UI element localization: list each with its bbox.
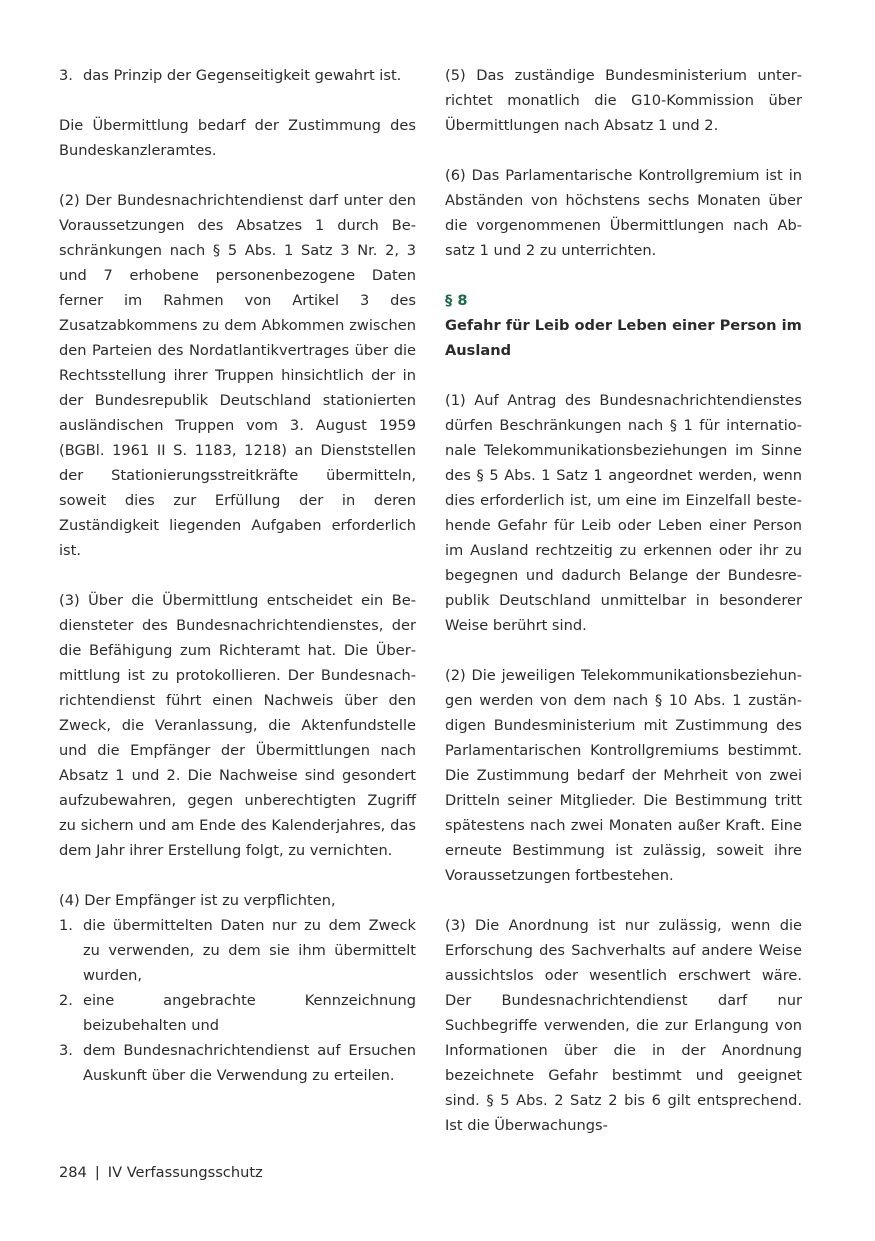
paragraph: (3) Die Anordnung ist nur zulässig, wenn die Erforschung des Sachverhalts auf andere Weise aussichtslos oder wesentlich erschwert wäre. Der Bundesnachrichtendienst darf nur Suchbegriffe verwenden, die zur Erlangung von Informationen über die in der Anordnung bezeichnete Gefahr bestimmt und geeignet sind. § 5 Abs. 2 Satz 2 bis 6 gilt entsprechend. Ist die Überwachungs-	[445, 917, 802, 1134]
paragraph: Die Übermittlung bedarf der Zustimmung des Bundeskanzleramtes.	[59, 117, 416, 159]
obligations-list	[59, 913, 416, 1088]
section-number: § 8	[445, 292, 468, 309]
list-item	[59, 1038, 416, 1088]
list-item-number: 3.	[59, 1042, 73, 1059]
list-item-text: das Prinzip der Gegenseitigkeit gewahrt ist.	[83, 67, 402, 84]
left-column	[59, 63, 416, 1088]
paragraph: (2) Die jeweiligen Telekommunikationsbeziehungen werden von dem nach § 10 Abs. 1 zuständigen Bundesministerium mit Zustimmung des Parlamentarischen Kontrollgremiums bestimmt. Die Zustimmung bedarf der Mehrheit von zwei Dritteln seiner Mitglieder. Die Bestimmung tritt spätestens nach zwei Monaten außer Kraft. Eine erneute Bestimmung ist zulässig, soweit ihre Voraussetzungen fortbestehen.	[445, 667, 802, 884]
list-item	[59, 988, 416, 1038]
list-item-number: 1.	[59, 917, 73, 934]
paragraph: (1) Auf Antrag des Bundesnachrichtendienstes dürfen Beschränkungen nach § 1 für internationale Telekommunikationsbeziehungen im Sinne des § 5 Abs. 1 Satz 1 angeordnet werden, wenn dies erforderlich ist, um eine im Einzelfall bestehende Gefahr für Leib oder Leben einer Person im Ausland rechtzeitig zu erkennen oder ihr zu begegnen und dadurch Belange der Bundesrepublik Deutschland unmittelbar in besonderer Weise berührt sind.	[445, 392, 802, 634]
list-item-number: 2.	[59, 992, 73, 1009]
paragraph: (4) Der Empfänger ist zu verpflichten,	[59, 892, 336, 909]
page-number: 284	[59, 1164, 87, 1181]
list-item	[59, 63, 416, 88]
list-item-number: 3.	[59, 67, 73, 84]
right-column	[445, 63, 802, 1138]
paragraph: (3) Über die Übermittlung entscheidet ein Bediensteter des Bundesnachrichtendienstes, der die Befähigung zum Richteramt hat. Die Übermittlung ist zu protokollieren. Der Bundesnachrichtendienst führt einen Nachweis über den Zweck, die Veranlassung, die Aktenfundstelle und die Empfänger der Übermittlungen nach Absatz 1 und 2. Die Nachweise sind gesondert aufzubewahren, gegen unberechtigten Zugriff zu sichern und am Ende des Kalenderjahres, das dem Jahr ihrer Erstellung folgt, zu vernichten.	[59, 592, 416, 859]
page-footer	[59, 1160, 263, 1185]
paragraph: (5) Das zuständige Bundesministerium unterrichtet monatlich die G10-Kommission über Übermittlungen nach Absatz 1 und 2.	[445, 67, 802, 134]
list-item	[59, 913, 416, 988]
list-item-text: dem Bundesnachrichtendienst auf Ersuchen Auskunft über die Verwendung zu erteilen.	[83, 1042, 416, 1084]
section-title: Gefahr für Leib oder Leben einer Person im Ausland	[445, 317, 802, 359]
paragraph: (2) Der Bundesnachrichtendienst darf unter den Voraussetzungen des Absatzes 1 durch Beschränkungen nach § 5 Abs. 1 Satz 3 Nr. 2, 3 und 7 erhobene personenbezogene Daten ferner im Rahmen von Artikel 3 des Zusatzabkommens zu dem Abkommen zwischen den Parteien des Nordatlantikvertrages über die Rechtsstellung ihrer Truppen hinsichtlich der in der Bundesrepublik Deutschland stationierten ausländischen Truppen vom 3. August 1959 (BGBl. 1961 II S. 1183, 1218) an Dienststellen der Stationierungsstreitkräfte übermitteln, soweit dies zur Erfüllung der in deren Zuständigkeit liegenden Aufgaben erforderlich ist.	[59, 192, 416, 559]
footer-separator: |	[94, 1164, 100, 1181]
paragraph: (6) Das Parlamentarische Kontrollgremium ist in Abständen von höchstens sechs Monaten über die vorgenommenen Übermittlungen nach Absatz 1 und 2 zu unterrichten.	[445, 167, 802, 259]
list-item-text: eine angebrachte Kennzeichnung beizubehalten und	[83, 992, 416, 1034]
chapter-title: IV Verfassungsschutz	[107, 1164, 263, 1181]
list-item-text: die übermittelten Daten nur zu dem Zweck zu verwenden, zu dem sie ihm übermittelt wurden,	[83, 917, 416, 984]
